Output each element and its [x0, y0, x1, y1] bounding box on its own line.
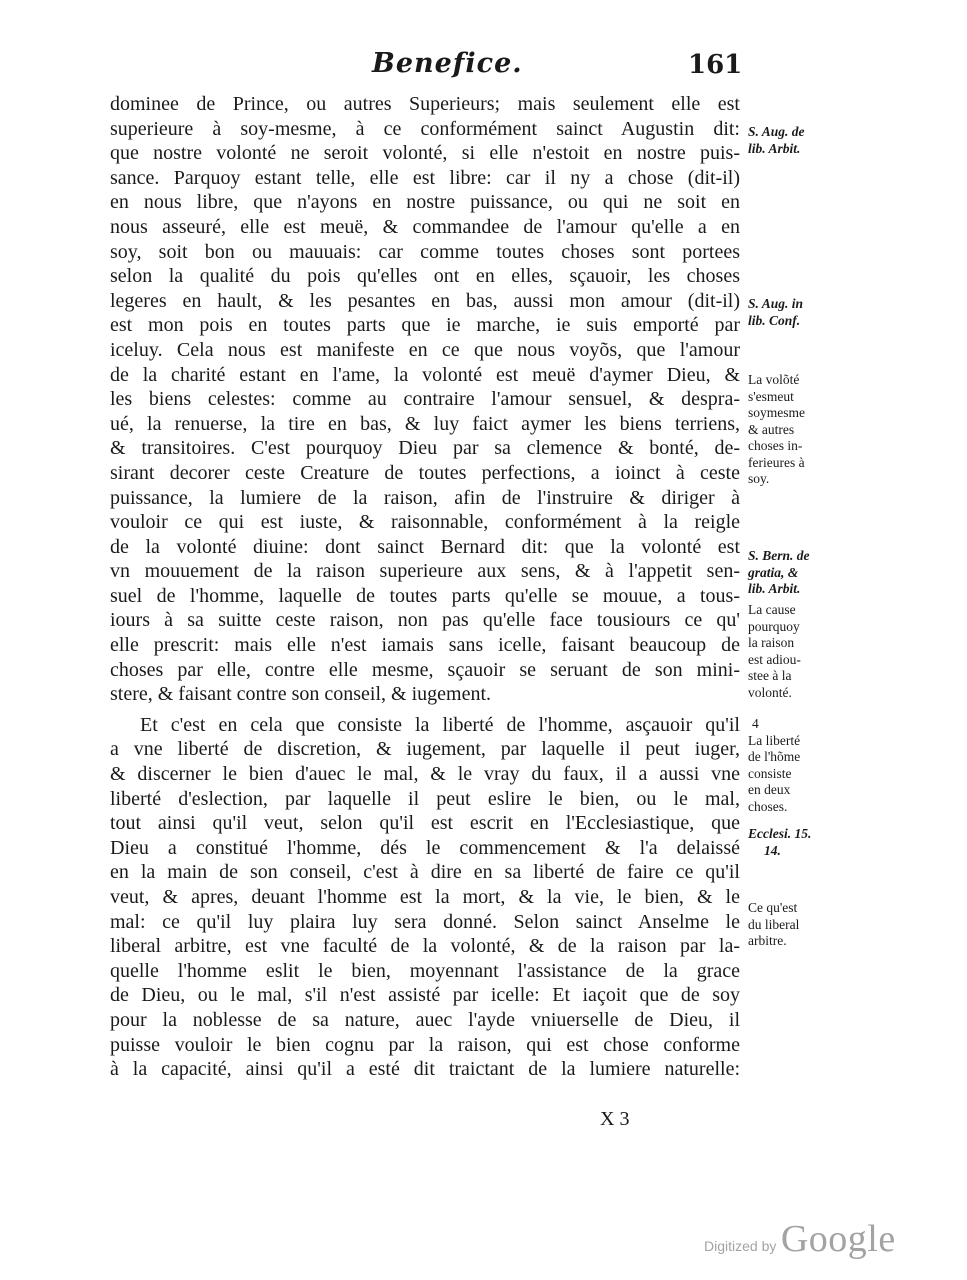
text-line: vouloir ce qui est iuste, & raisonnable, conformément à la reigle: [110, 511, 740, 534]
text-line: elle prescrit: mais elle n'est iamais sans icelle, faisant beaucoup de: [110, 634, 740, 657]
text-line: nous asseuré, elle est meuë, & commandee de l'amour qu'elle a en: [110, 215, 740, 238]
text-line: tout ainsi qu'il veut, selon qu'il est escrit en l'Ecclesiastique, que: [110, 812, 740, 835]
text-line: vn mouuement de la raison superieure aux sens, & à l'appetit sen-: [110, 560, 740, 583]
text-line: superieure à soy-mesme, à ce conformément sainct Augustin dit:: [110, 117, 740, 140]
text-line: puissance, la lumiere de la raison, afin de l'instruire & diriger à: [110, 486, 740, 509]
text-line: ué, la renuerse, la tire en bas, & luy faict aymer les biens terriens,: [110, 412, 740, 435]
text-line: Dieu a constitué l'homme, dés le commencement & l'a delaissé: [110, 836, 740, 859]
text-line: est mon pois en toutes parts que ie marche, ie suis emporté par: [110, 314, 740, 337]
text-line: quelle l'homme eslit le bien, moyennant l'assistance de la grace: [110, 959, 740, 982]
text-line: & discerner le bien d'auec le mal, & le vray du faux, il a aussi vne: [110, 763, 740, 786]
text-line: de la charité estant en l'ame, la volonté est meuë d'aymer Dieu, &: [110, 363, 740, 386]
margin-note-ecclesi: Ecclesi. 15. 14.: [748, 826, 812, 858]
margin-note-volonte: La volõté s'esmeut soymesme & autres choses in- ferieures à soy.: [748, 372, 805, 486]
text-line: & transitoires. C'est pourquoy Dieu par sa clemence & bonté, de-: [110, 437, 740, 460]
page-header: [110, 48, 750, 88]
text-line: veut, & apres, deuant l'homme est la mort, & la vie, le bien, & le: [110, 886, 740, 908]
text-line: liberté d'eslection, par laquelle il peut eslire le bien, ou le mal,: [110, 787, 740, 810]
text-line: les biens celestes: comme au contraire l'amour sensuel, & despra-: [110, 388, 740, 411]
signature-mark: X 3: [600, 1108, 630, 1130]
text-line: à la capacité, ainsi qu'il a esté dit traictant de la lumiere naturelle:: [110, 1058, 740, 1081]
margin-note-aug-arbit: S. Aug. de lib. Arbit.: [748, 124, 805, 156]
text-line: choses par elle, contre elle mesme, sçauoir se seruant de son mini-: [110, 658, 740, 681]
text-line: en la main de son conseil, c'est à dire en sa liberté de faire ce qu'il: [110, 861, 740, 884]
text-line: selon la qualité du pois qu'elles ont en elles, sçauoir, les choses: [110, 265, 740, 288]
text-line: soy, soit bon ou mauuais: car comme toutes choses sont portees: [110, 240, 740, 263]
text-line: stere, & faisant contre son conseil, & iugement.: [110, 683, 492, 706]
text-line: legeres en hault, & les pesantes en bas, aussi mon amour (dit-il): [110, 289, 740, 312]
margin-note-liberte: 4 La liberté de l'hõme consiste en deux choses.: [748, 716, 801, 814]
text-line: puisse vouloir le bien cognu par la raison, qui est chose conforme: [110, 1033, 740, 1056]
text-line: pour la noblesse de sa nature, auec l'ayde vniuerselle de Dieu, il: [110, 1008, 740, 1031]
text-line: sirant decorer ceste Creature de toutes perfections, a ioinct à ceste: [110, 461, 740, 484]
text-line: a vne liberté de discretion, & iugement, par laquelle il peut iuger,: [110, 738, 740, 761]
digitization-watermark: [704, 1217, 896, 1261]
page-number: 161: [688, 50, 743, 80]
text-line: liberal arbitre, est vne faculté de la volonté, & de la raison par la-: [110, 935, 740, 958]
margin-note-cause: La cause pourquoy la raison est adiou- stee à la volonté.: [748, 602, 801, 700]
text-line: de la volonté diuine: dont sainct Bernard dit: que la volonté est: [110, 535, 740, 558]
running-title: Benefice.: [372, 48, 523, 79]
text-line: suel de l'homme, laquelle de toutes parts qu'elle se mouue, a tous-: [110, 584, 740, 607]
google-logo: Google: [780, 1218, 896, 1260]
text-line: en nous libre, que n'ayons en nostre puissance, ou qui ne soit en: [110, 191, 740, 214]
text-line: que nostre volonté ne seroit volonté, si elle n'estoit en nostre puis-: [110, 142, 740, 165]
margin-note-liberal-arbitre: Ce qu'est du liberal arbitre.: [748, 900, 800, 948]
text-line: iours à sa suitte ceste raison, non pas qu'elle face tousiours ce qu': [110, 609, 740, 632]
text-line: mal: ce qu'il luy plaira luy sera donné. Selon sainct Anselme le: [110, 910, 740, 933]
margin-note-aug-conf: S. Aug. in lib. Conf.: [748, 296, 804, 328]
watermark-prefix: Digitized by: [704, 1238, 777, 1254]
main-text: [110, 92, 740, 1082]
text-line: sance. Parquoy estant telle, elle est libre: car il ny a chose (dit-il): [110, 166, 740, 189]
margin-note-bern: S. Bern. de gratia, & lib. Arbit.: [748, 548, 810, 596]
text-line: Et c'est en cela que consiste la liberté de l'homme, asçauoir qu'il: [140, 713, 740, 736]
text-line: dominee de Prince, ou autres Superieurs; mais seulement elle est: [110, 93, 740, 115]
text-line: iceluy. Cela nous est manifeste en ce que nous voyõs, que l'amour: [110, 338, 740, 361]
text-line: de Dieu, ou le mal, s'il n'est assisté par icelle: Et iaçoit que de soy: [110, 984, 740, 1007]
